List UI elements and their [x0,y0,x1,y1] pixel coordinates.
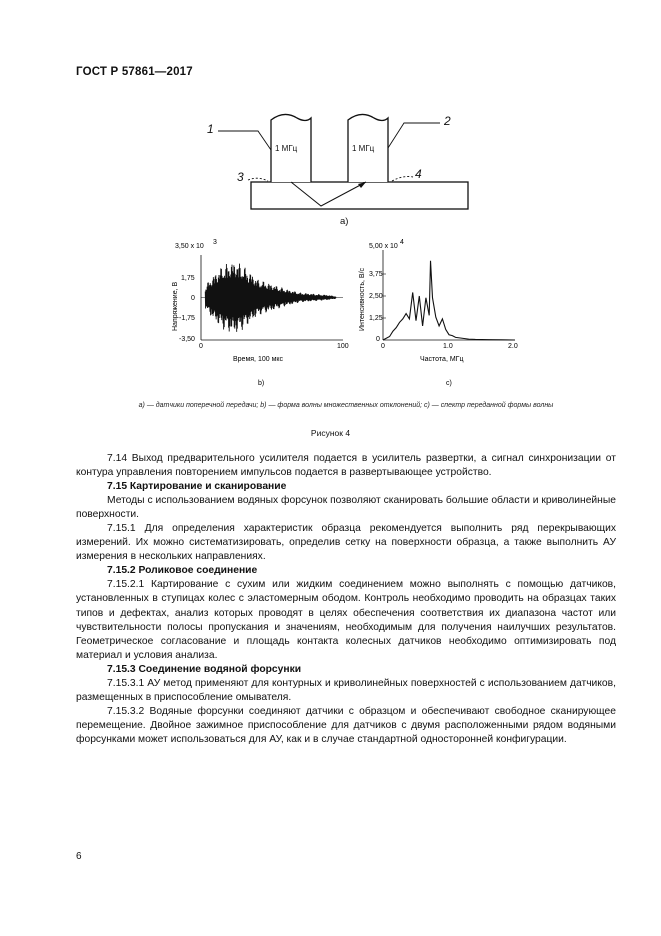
caption-a-text: — датчики поперечной передачи; [144,402,261,409]
label-4: 4 [415,167,422,181]
b-ytick-2: 0 [191,295,195,302]
figure-caption [76,402,616,409]
b-ylabel: Напряжение, В [172,281,179,331]
heading-7-15-2: 7.15.2 Роликовое соединение [107,565,258,577]
caption-b: b) [260,402,267,409]
label-3: 3 [237,170,244,184]
diagram-a [218,114,468,209]
c-spectrum [383,261,515,340]
c-y-top-exp: 4 [400,239,404,246]
c-ylabel: Интенсивность, В/с [359,267,366,331]
b-ytick-1: 1,75 [181,275,195,282]
paragraph-7-15-3-1: 7.15.3.1 АУ метод применяют для контурных и криволинейных поверхностей с использованием датчиков, размещенных в приспособление омывателя. [76,677,616,703]
paragraph-7-15-2-1: 7.15.2.1 Картирование с сухим или жидким соединением можно выполнять с помощью датчиков, установленных в ступицах колес с эластомерным ободом. Контроль необходимо проводить на образцах таких типов и дефектах, анализ которых проводят в целях обеспечения соответствия их диапазона частот или чувствительности полосы пропускания и значениям, необходимым для получения наилучших результатов. Геометрическое согласование и площадь контакта колесных датчиков необходимо оптимизировать под материал и условия анализа. [76,579,616,661]
paragraph-7-14: 7.14 Выход предварительного усилителя подается в усилитель развертки, а сигнал синхронизации от контура управления повторением импульсов подается в развертывающее устройство. [76,453,616,479]
c-spectrum-line [383,261,515,340]
caption-c: c) [424,402,430,409]
b-ytick-3: -1,75 [179,315,195,322]
c-ytick-3: 1,25 [369,315,383,322]
panel-c-label: c) [446,380,452,387]
panel-b-chart [172,239,349,387]
caption-c-text: — спектр переданной формы волны [429,402,554,409]
b-xlabel: Время, 100 мкс [233,356,284,363]
label-2: 2 [444,114,451,128]
c-ytick-1: 3,75 [369,271,383,278]
b-xtick-100: 100 [337,343,349,350]
paragraph-7-15-3-2: 7.15.3.2 Водяные форсунки соединяют датчики с образцом и обеспечивают свободное сканирующее перемещение. Двойное зажимное приспособление для датчиков с двумя расположенными рядом водяными форсунками может использоваться для АУ, как и в случае стандартной односторонней конфигурации. [76,705,616,745]
b-waveform [205,264,336,332]
panel-c-chart [359,239,518,387]
c-xtick-1: 1.0 [443,343,453,350]
label-1: 1 [207,122,214,136]
c-ytick-2: 2,50 [369,293,383,300]
heading-7-15-3: 7.15.3 Соединение водяной форсунки [107,663,302,675]
leader-3 [248,178,268,181]
panel-b-label: b) [258,380,265,387]
document-id: ГОСТ Р 57861—2017 [76,66,193,78]
page-number: 6 [76,851,82,862]
panel-a-label: a) [340,216,349,227]
body-text [76,452,616,747]
probe-right-freq: 1 МГц [352,144,375,153]
heading-7-15: 7.15 Картирование и сканирование [107,481,287,493]
b-waveform-line [205,264,336,332]
probe-left-freq: 1 МГц [275,144,298,153]
c-xtick-0: 0 [381,343,385,350]
figure-4 [0,0,661,400]
leader-2 [388,123,440,148]
specimen-plate [251,182,468,209]
c-tick-marks [383,274,386,318]
c-xlabel: Частота, МГц [420,356,464,363]
leader-1 [218,131,271,150]
caption-b-text: — форма волны множественных отклонений; [266,402,424,409]
c-y-top: 5,00 x 10 [369,243,398,250]
b-y-top-exp: 3 [213,239,217,246]
c-ytick-4: 0 [376,336,380,343]
leader-4 [392,177,413,182]
b-xtick-0: 0 [199,343,203,350]
caption-a: a) [138,402,145,409]
paragraph-7-15-1: 7.15.1 Для определения характеристик образца рекомендуется выполнить ряд перекрывающих измерений. Их можно систематизировать, определив сетку на поверхности образца, а также выполнить АУ измерения в нескольких направлениях. [76,523,616,563]
b-y-top: 3,50 x 10 [175,243,204,250]
b-ytick-4: -3,50 [179,336,195,343]
paragraph-7-15: Методы с использованием водяных форсунок позволяют сканировать большие области и криволинейные поверхности. [76,495,616,521]
c-xtick-2: 2.0 [508,343,518,350]
figure-title: Рисунок 4 [310,428,351,438]
